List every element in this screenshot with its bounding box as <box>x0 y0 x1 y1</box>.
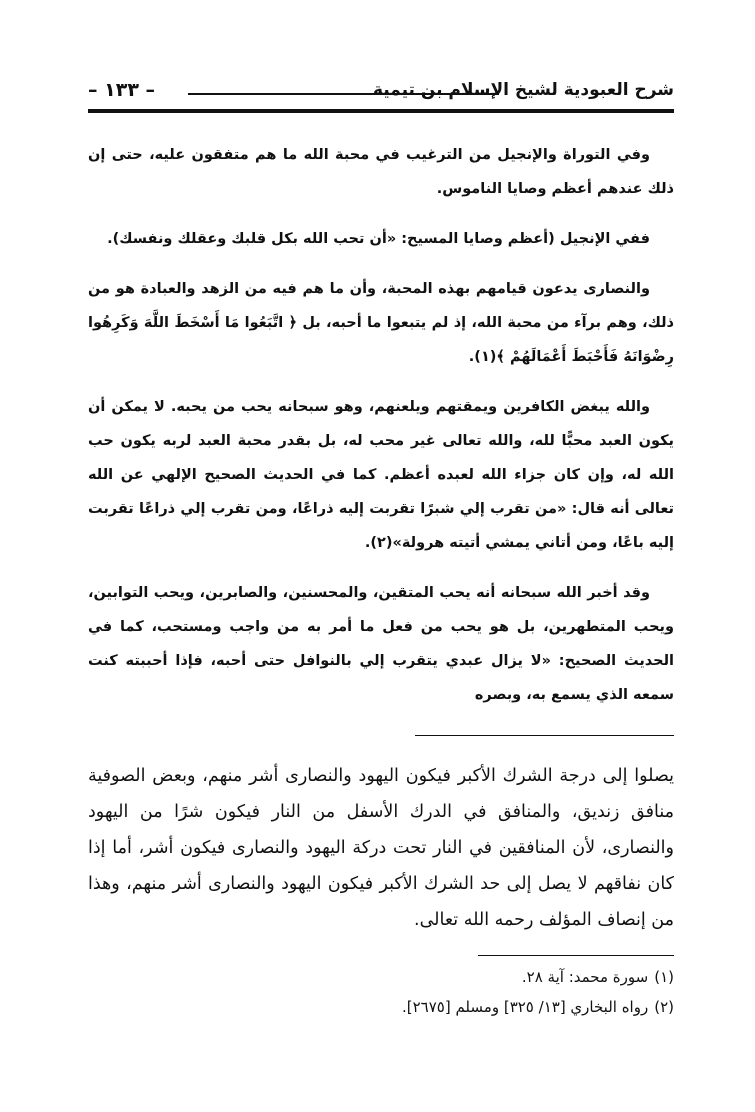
footnote <box>88 992 674 1022</box>
main-text <box>88 138 674 728</box>
page-number: – ١٣٣ – <box>88 79 156 101</box>
main-paragraph: وقد أخبر الله سبحانه أنه يحب المتقين، والمحسنين، والصابرين، ويحب التوابين، ويحب المتطهرين، بل هو يحب من فعل ما أمر به من واجب ومستحب، كما في الحديث الصحيح: «لا يزال عبدي يتقرب إلي بالنوافل حتى أحبه، فإذا أحببته كنت سمعه الذي يسمع به، وبصره <box>88 585 674 703</box>
footnote-text: رواه البخاري [١٣/ ٣٢٥] ومسلم [٢٦٧٥]. <box>401 998 649 1016</box>
footnote-separator <box>478 955 674 956</box>
footnote <box>88 962 674 992</box>
header-title: شرح العبودية لشيخ الإسلام بن تيمية <box>372 80 674 100</box>
commentary-paragraph: يصلوا إلى درجة الشرك الأكبر فيكون اليهود والنصارى أشر منهم، وبعض الصوفية منافق زنديق، والمنافق في الدرك الأسفل من النار فيكون شرًا من اليهود والنصارى، لأن المنافقين في النار تحت دركة اليهود والنصارى فيكون أشر، أما إذا كان نفاقهم لا يصل إلى حد الشرك الأكبر فيكون اليهود والنصارى أشر منهم، وهذا من إنصاف المؤلف رحمه الله تعالى. <box>88 766 674 930</box>
header-rule <box>88 109 674 113</box>
footnote-text: سورة محمد: آية ٢٨. <box>521 968 649 986</box>
footnotes <box>88 962 674 1022</box>
footnote-number: (١) <box>654 968 674 986</box>
footnote-number: (٢) <box>654 998 674 1016</box>
commentary-separator <box>415 735 674 736</box>
running-header <box>88 78 674 108</box>
header-dash-line <box>188 93 499 95</box>
main-paragraph: ففي الإنجيل (أعظم وصايا المسيح: «أن تحب الله بكل قلبك وعقلك ونفسك). <box>107 231 650 247</box>
main-paragraph: والله يبغض الكافرين ويمقتهم ويلعنهم، وهو سبحانه يحب من يحبه. لا يمكن أن يكون العبد محبًّا لله، والله تعالى غير محب له، بل بقدر محبة العبد لربه يكون حب الله له، وإن كان جزاء الله لعبده أعظم. كما في الحديث الصحيح الإلهي عن الله تعالى أنه قال: «من تقرب إلي شبرًا تقربت إليه ذراعًا، ومن تقرب إلي ذراعًا تقربت إليه باعًا، ومن أتاني يمشي أتيته هرولة»(٢). <box>88 399 674 551</box>
main-paragraph: والنصارى يدعون قيامهم بهذه المحبة، وأن ما هم فيه من الزهد والعبادة هو من ذلك، وهم برآء من محبة الله، إذ لم يتبعوا ما أحبه، بل ﴿ اتَّبَعُوا مَا أَسْخَطَ اللَّهَ وَكَرِهُوا رِضْوَانَهُ فَأَحْبَطَ أَعْمَالَهُمْ ﴾(١). <box>88 281 674 365</box>
main-paragraph: وفي التوراة والإنجيل من الترغيب في محبة الله ما هم متفقون عليه، حتى إن ذلك عندهم أعظم وصايا الناموس. <box>88 147 674 197</box>
commentary <box>88 758 674 938</box>
